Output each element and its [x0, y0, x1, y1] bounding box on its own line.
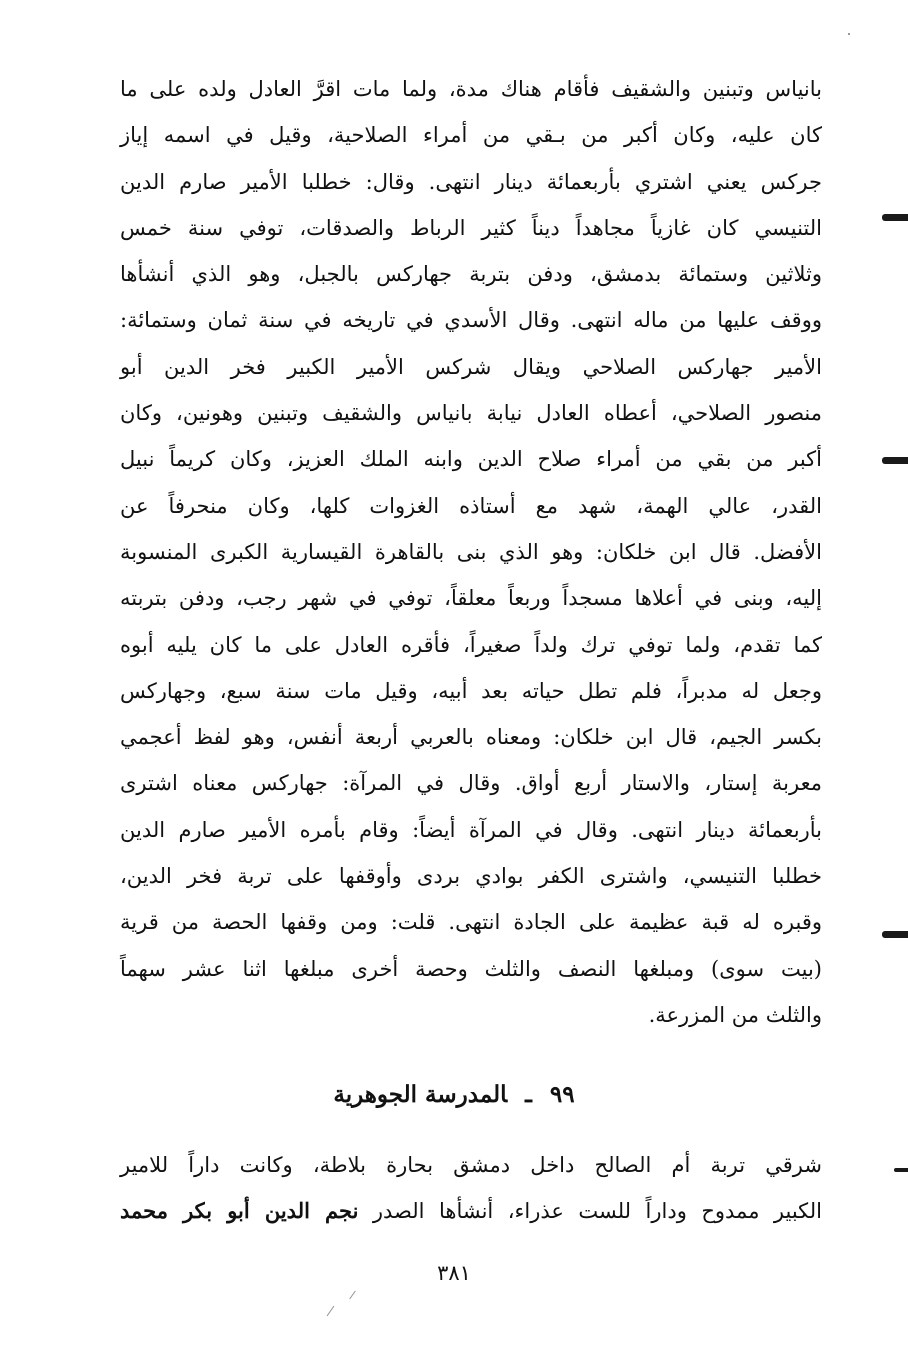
- text-line: جركس يعني اشتري بأربعمائة دينار انتهى. وقال: خطلبا الأمير صارم الدين: [120, 169, 822, 194]
- text-run: الكبير ممدوح وداراً للست عذراء، أنشأها الصدر: [358, 1199, 822, 1223]
- text-line: شرقي تربة أم الصالح داخل دمشق بحارة بلاطة، وكانت داراً للامير: [120, 1153, 822, 1177]
- text-line: بانياس وتبنين والشقيف فأقام هناك مدة، ولما مات اقرَّ العادل ولده على ما: [120, 77, 822, 101]
- text-line: (بيت سوى) ومبلغها النصف والثلث وحصة أخرى مبلغها اثنا عشر سهماً: [120, 956, 822, 981]
- scan-speck: [349, 1291, 356, 1300]
- text-line: إليه، وبنى في أعلاها مسجداً وربعاً معلقاً، توفي في شهر رجب، ودفن بتربته: [120, 586, 822, 611]
- bold-name: نجم الدين أبو بكر محمد: [120, 1198, 359, 1223]
- text-line: [120, 1188, 822, 1234]
- main-paragraph: [120, 66, 822, 1038]
- scan-speck: [327, 1306, 335, 1316]
- text-line: معربة إستار، والاستار أربع أواق. وقال في المرآة: جهاركس معناه اشترى: [120, 771, 822, 796]
- text-line: منصور الصلاحي، أعطاه العادل نيابة بانياس والشقيف وتبنين وهونين، وكان: [120, 401, 822, 426]
- text-line: وجعل له مدبراً، فلم تطل حياته بعد أبيه، وقيل مات سنة سبع، وجهاركس: [120, 678, 822, 703]
- margin-tab-mark: [882, 931, 908, 938]
- text-line: ووقف عليها من ماله انتهى. وقال الأسدي في تاريخه في سنة ثمان وستمائة:: [120, 308, 822, 333]
- text-line: التنيسي كان غازياً مجاهداً ديناً كثير الرباط والصدقات، توفي سنة خمس: [120, 215, 822, 240]
- text-line: بأربعمائة دينار انتهى. وقال في المرآة أيضاً: وقام بأمره الأمير صارم الدين: [120, 817, 822, 842]
- text-line: الأفضل. قال ابن خلكان: وهو الذي بنى بالقاهرة القيسارية الكبرى المنسوبة: [120, 539, 822, 564]
- second-paragraph: [120, 1142, 822, 1234]
- margin-tab-mark: [882, 457, 908, 464]
- section-title: المدرسة الجوهرية: [333, 1081, 508, 1108]
- margin-tab-mark: [882, 214, 908, 221]
- text-line: وثلاثين وستمائة بدمشق، ودفن بتربة جهاركس بالجبل، وهو الذي أنشأها: [120, 262, 822, 287]
- text-line: القدر، عالي الهمة، شهد مع أستاذه الغزوات كلها، وكان منحرفاً عن: [120, 493, 822, 518]
- text-line: خطلبا التنيسي، واشترى الكفر بوادي بردى وأوقفها على تربة فخر الدين،: [120, 864, 822, 889]
- text-line: كما تقدم، ولما توفي ترك ولداً صغيراً، فأقره العادل على ما كان يليه أبوه: [120, 632, 822, 657]
- section-number: ٩٩: [549, 1081, 575, 1108]
- text-line: وقبره له قبة عظيمة على الجادة انتهى. قلت: ومن وقفها الحصة من قرية: [120, 910, 822, 935]
- section-dash: ـ: [525, 1081, 532, 1108]
- section-heading: [0, 1075, 908, 1115]
- text-line: بكسر الجيم، قال ابن خلكان: ومعناه بالعربي أربعة أنفس، وهو لفظ أعجمي: [120, 725, 822, 750]
- scan-speck: [848, 33, 850, 35]
- page-number: ٣٨١: [437, 1261, 471, 1285]
- text-line: كان عليه، وكان أكبر من بـقي من أمراء الصلاحية، وقيل في اسمه إياز: [120, 123, 822, 148]
- text-line: الأمير جهاركس الصلاحي ويقال شركس الأمير الكبير فخر الدين أبو: [120, 354, 822, 379]
- text-line: أكبر من بقي من أمراء صلاح الدين وابنه الملك العزيز، وكان كريماً نبيل: [120, 447, 822, 472]
- margin-tab-mark: [894, 1168, 908, 1172]
- text-line: والثلث من المزرعة.: [648, 1002, 822, 1027]
